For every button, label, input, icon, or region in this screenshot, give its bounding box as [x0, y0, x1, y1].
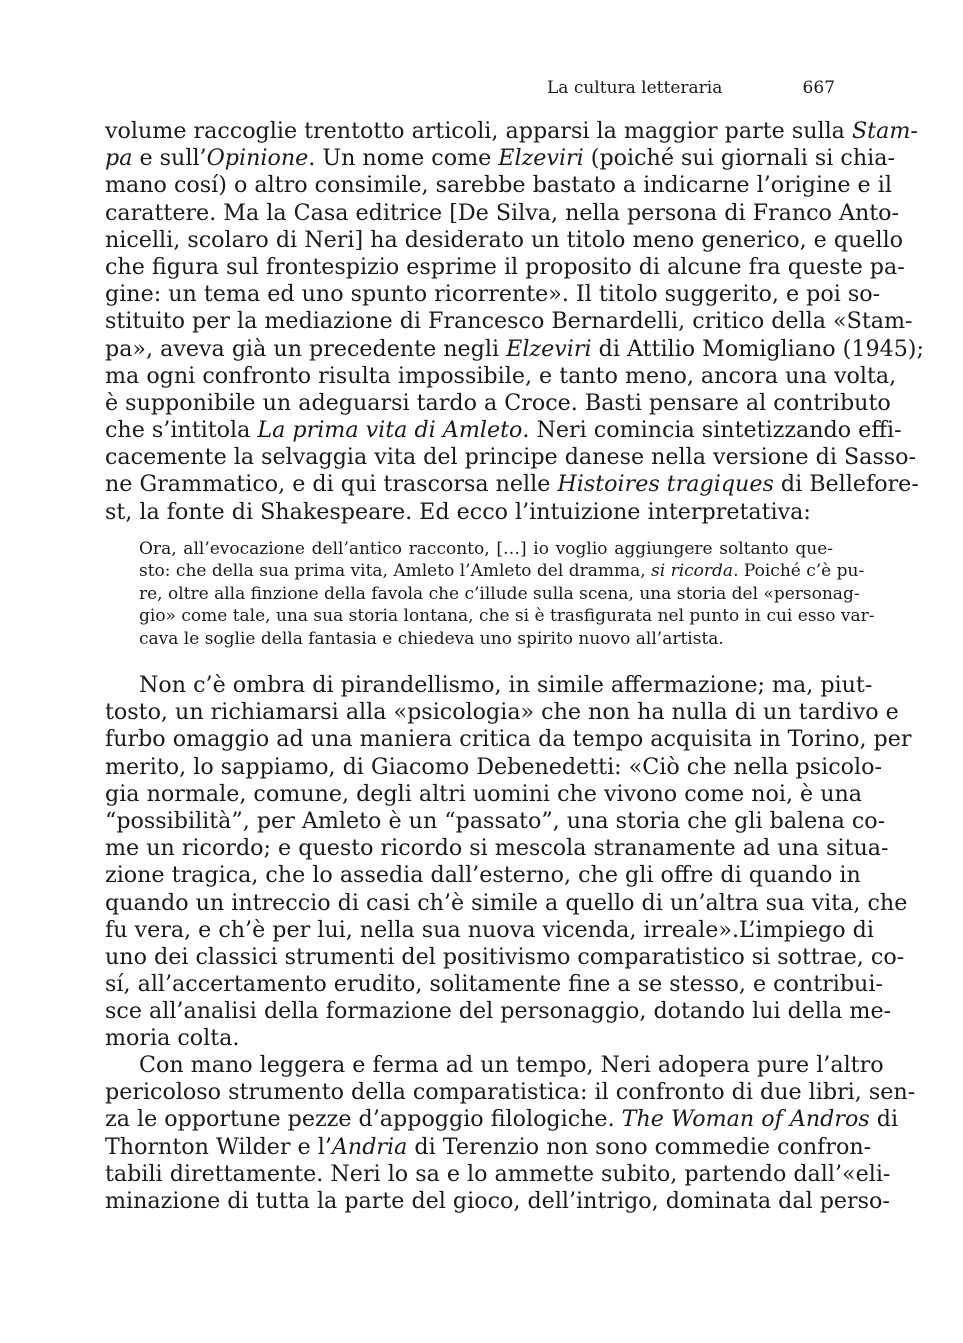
- text-span: minazione di tutta la parte del gioco, dell’intrigo, dominata dal perso-: [105, 1187, 890, 1214]
- text-span: “possibilità”, per Amleto è un “passato”, una storia che gli balena co-: [105, 807, 886, 834]
- text-line: [105, 998, 892, 1025]
- running-header: [547, 76, 835, 100]
- text-line: [105, 943, 905, 971]
- text-span: st, la fonte di Shakespeare. Ed ecco l’intuizione interpretativa:: [105, 498, 811, 525]
- italic-text: La prima vita di Amleto: [257, 417, 523, 444]
- text-span: e sull’: [132, 145, 207, 172]
- text-span: è supponibile un adeguarsi tardo a Croce. Basti pensare al contributo: [105, 389, 891, 416]
- text-span: volume raccoglie trentotto articoli, apparsi la maggior parte sulla: [105, 118, 852, 144]
- italic-text: Elzeviri: [506, 335, 592, 362]
- paragraph-2: [105, 672, 912, 1053]
- text-line: [105, 1025, 833, 1052]
- text-line: [105, 753, 882, 781]
- text-line: [105, 889, 908, 917]
- text-span: Thornton Wilder e l’: [105, 1133, 332, 1160]
- text-span: stituito per la mediazione di Francesco Bernardelli, critico della «Stam-: [105, 308, 913, 335]
- italic-text: pa: [105, 145, 133, 172]
- text-line: [105, 471, 919, 498]
- text-span: fu vera, e ch’è per lui, nella sua nuova vicenda, irreale».L’impiego di: [105, 916, 874, 943]
- text-span: pericoloso strumento della comparatistica: il confronto di due libri, sen-: [105, 1079, 916, 1106]
- text-span: cacemente la selvaggia vita del principe danese nella versione di Sasso-: [105, 444, 917, 471]
- text-span: ma ogni confronto risulta impossibile, e tanto meno, ancora una volta,: [105, 362, 897, 389]
- text-line: [139, 628, 833, 650]
- text-span: Non c’è ombra di pirandellismo, in simile affermazione; ma, piut-: [139, 672, 873, 698]
- text-line: [105, 389, 891, 417]
- page-number: 667: [802, 78, 835, 98]
- text-line: [105, 726, 912, 753]
- text-span: re, oltre alla finzione della favola che c’illude sulla scena, una storia del «personag-: [139, 583, 860, 604]
- text-line: [105, 1160, 891, 1188]
- text-line: [105, 145, 895, 172]
- text-span: gia normale, comune, degli altri uomini che vivono come noi, è una: [105, 780, 863, 807]
- text-line: [105, 971, 883, 998]
- block-quote: [139, 538, 875, 650]
- text-span: tabili direttamente. Neri lo sa e lo ammette subito, partendo dall’«eli-: [105, 1160, 891, 1187]
- text-span: furbo omaggio ad una maniera critica da tempo acquisita in Torino, per: [105, 726, 912, 753]
- text-span: di Terenzio non sono commedie confron-: [407, 1133, 872, 1160]
- text-span: za le opportune pezze d’appoggio filologiche.: [105, 1106, 622, 1133]
- text-line: [105, 118, 918, 145]
- text-line: [105, 308, 913, 335]
- text-span: sce all’analisi della formazione del personaggio, dotando lui della me-: [105, 998, 892, 1025]
- text-line: [139, 605, 875, 627]
- text-span: sí, all’accertamento erudito, solitamente fine a se stesso, e contribui-: [105, 971, 883, 998]
- italic-text: Histoires tragiques: [557, 471, 774, 498]
- text-span: tosto, un richiamarsi alla «psicologia» che non ha nulla di un tardivo e: [105, 699, 899, 726]
- italic-text: Elzeviri: [498, 145, 584, 172]
- text-line: [139, 538, 833, 560]
- text-line: [105, 780, 863, 808]
- text-span: Ora, all’evocazione dell’antico racconto, […] io voglio aggiungere soltanto que-: [139, 539, 833, 559]
- text-span: di Attilio Momigliano (1945);: [591, 335, 924, 362]
- text-span: ne Grammatico, e di qui trascorsa nelle: [105, 471, 558, 498]
- italic-text: The Woman of Andros: [621, 1106, 870, 1133]
- text-span: cava le soglie della fantasia e chiedeva uno spirito nuovo all’artista.: [139, 628, 724, 649]
- text-line: [105, 444, 917, 471]
- text-line: [105, 281, 881, 308]
- text-line: [105, 807, 886, 835]
- text-span: . Poiché c’è pu-: [733, 561, 865, 582]
- text-line: [105, 1133, 872, 1161]
- paragraph-3: [105, 1052, 916, 1215]
- text-line: [105, 417, 902, 444]
- text-span: me un ricordo; e questo ricordo si mescola stranamente ad una situa-: [105, 835, 889, 862]
- text-line: [105, 362, 897, 390]
- text-line: [105, 672, 873, 699]
- text-span: sto: che della sua prima vita, Amleto l’Amleto del dramma,: [139, 561, 652, 582]
- text-line: [105, 335, 924, 363]
- italic-text: Andria: [331, 1133, 408, 1160]
- text-line: [105, 199, 900, 227]
- text-span: . Un nome come: [308, 145, 499, 172]
- text-span: quando un intreccio di casi ch’è simile a quello di un’altra sua vita, che: [105, 889, 908, 916]
- text-line: [105, 699, 899, 726]
- text-line: [105, 1106, 899, 1133]
- text-span: Con mano leggera e ferma ad un tempo, Neri adopera pure l’altro: [139, 1052, 884, 1078]
- italic-text: Opinione: [206, 145, 309, 172]
- italic-text: si ricorda: [651, 561, 734, 582]
- text-span: mano cosí) o altro consimile, sarebbe bastato a indicarne l’origine e il: [105, 172, 892, 199]
- italic-text: Stam-: [851, 118, 918, 144]
- text-line: [105, 1079, 916, 1106]
- text-line: [105, 226, 904, 254]
- text-span: di Bellefore-: [773, 471, 919, 498]
- text-line: [105, 499, 833, 526]
- text-span: che s’intitola: [105, 417, 258, 444]
- text-span: gio» come tale, una sua storia lontana, che si è trasfigurata nel punto in cui esso var-: [139, 606, 875, 627]
- text-span: zione tragica, che lo assedia dall’esterno, che gli offre di quando in: [105, 862, 861, 889]
- text-line: [139, 583, 860, 605]
- running-title: La cultura letteraria: [547, 78, 723, 98]
- text-span: di: [869, 1106, 899, 1133]
- paragraph-1: [105, 118, 924, 526]
- text-span: (poiché sui giornali si chia-: [583, 145, 895, 172]
- text-line: [105, 1052, 884, 1079]
- text-span: moria colta.: [105, 1025, 240, 1052]
- text-line: [105, 835, 889, 862]
- text-line: [105, 916, 874, 944]
- text-line: [105, 862, 861, 889]
- text-span: carattere. Ma la Casa editrice [De Silva, nella persona di Franco Anto-: [105, 199, 900, 226]
- text-line: [105, 253, 905, 281]
- text-span: pa», aveva già un precedente negli: [105, 335, 507, 362]
- text-span: nicelli, scolaro di Neri] ha desiderato un titolo meno generico, e quello: [105, 226, 904, 253]
- text-span: uno dei classici strumenti del positivismo comparatistico si sottrae, co-: [105, 943, 905, 970]
- text-line: [105, 172, 892, 199]
- text-span: gine: un tema ed uno spunto ricorrente». Il titolo suggerito, e poi so-: [105, 281, 881, 308]
- text-span: merito, lo sappiamo, di Giacomo Debenedetti: «Ciò che nella psicolo-: [105, 753, 882, 780]
- text-line: [139, 560, 865, 582]
- text-span: . Neri comincia sintetizzando effi-: [522, 417, 902, 444]
- text-span: che figura sul frontespizio esprime il proposito di alcune fra queste pa-: [105, 253, 905, 280]
- text-line: [105, 1187, 890, 1215]
